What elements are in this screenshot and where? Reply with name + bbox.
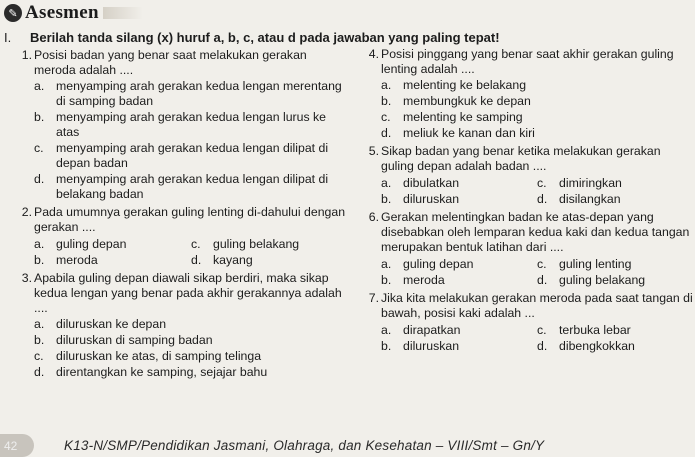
option-letter: d.	[381, 126, 392, 140]
option-c[interactable]	[191, 237, 348, 252]
option-text: menyamping arah gerakan kedua lengan dilipat di depan badan	[56, 141, 329, 170]
option-a[interactable]	[381, 257, 537, 272]
question-number: 2.	[21, 205, 32, 219]
option-text: dibulatkan	[403, 176, 460, 190]
section-title: Asesmen	[25, 2, 99, 23]
option-a[interactable]	[34, 317, 348, 332]
option-letter: c.	[381, 110, 391, 124]
option-letter: d.	[191, 253, 202, 267]
option-d[interactable]	[191, 253, 348, 268]
option-text: meroda	[56, 253, 98, 267]
option-text: diluruskan ke depan	[56, 317, 167, 331]
option-d[interactable]	[34, 365, 348, 380]
option-c[interactable]	[537, 257, 693, 272]
option-letter: c.	[537, 323, 547, 337]
question-7	[355, 291, 693, 354]
option-text: dimiringkan	[559, 176, 622, 190]
option-letter: d.	[537, 273, 548, 287]
option-d[interactable]	[381, 126, 693, 141]
option-b[interactable]	[381, 339, 537, 354]
option-a[interactable]	[34, 79, 348, 109]
option-b[interactable]	[34, 333, 348, 348]
option-c[interactable]	[34, 141, 348, 171]
instruction	[4, 30, 500, 45]
page-footer	[0, 434, 695, 457]
question-number: 3.	[21, 271, 32, 285]
option-letter: b.	[381, 273, 392, 287]
question-number: 7.	[368, 291, 379, 305]
option-letter: d.	[537, 339, 548, 353]
question-text: Sikap badan yang benar ketika melakukan gerakan guling depan adalah badan ....	[381, 144, 661, 173]
page-number: 42	[0, 434, 34, 457]
question-1	[8, 48, 348, 202]
option-letter: b.	[34, 253, 45, 267]
option-text: guling belakang	[559, 273, 646, 287]
option-text: diluruskan	[403, 339, 460, 353]
option-letter: c.	[537, 257, 547, 271]
option-b[interactable]	[381, 94, 693, 109]
option-text: menyamping arah gerakan kedua lengan merentang di samping badan	[56, 79, 342, 108]
option-text: menyamping arah gerakan kedua lengan dilipat di belakang badan	[56, 172, 329, 201]
footer-text: K13-N/SMP/Pendidikan Jasmani, Olahraga, dan Kesehatan – VIII/Smt – Gn/Y	[64, 438, 545, 453]
section-header	[4, 2, 143, 24]
option-letter: a.	[381, 176, 392, 190]
option-text: meroda	[403, 273, 445, 287]
option-text: diluruskan di samping badan	[56, 333, 213, 347]
option-c[interactable]	[537, 176, 693, 191]
option-letter: b.	[34, 333, 45, 347]
option-b[interactable]	[34, 253, 191, 268]
question-text: Pada umumnya gerakan guling lenting di-dahului dengan gerakan ....	[34, 205, 346, 234]
instruction-text: Berilah tanda silang (x) huruf a, b, c, atau d pada jawaban yang paling tepat!	[30, 30, 500, 45]
option-text: membungkuk ke depan	[403, 94, 531, 108]
question-number: 4.	[368, 47, 379, 61]
option-text: menyamping arah gerakan kedua lengan lurus ke atas	[56, 110, 327, 139]
question-number: 6.	[368, 210, 379, 224]
option-letter: d.	[34, 172, 45, 186]
question-4	[355, 47, 693, 141]
option-text: diluruskan	[403, 192, 460, 206]
option-c[interactable]	[34, 349, 348, 364]
right-column	[355, 47, 693, 357]
option-text: guling depan	[56, 237, 127, 251]
question-text: Posisi pinggang yang benar saat akhir gerakan guling lenting adalah ....	[381, 47, 674, 76]
option-text: direntangkan ke samping, sejajar bahu	[56, 365, 268, 379]
option-letter: a.	[381, 78, 392, 92]
option-letter: c.	[34, 141, 44, 155]
option-d[interactable]	[34, 172, 348, 202]
option-d[interactable]	[537, 273, 693, 288]
option-letter: b.	[34, 110, 45, 124]
option-b[interactable]	[34, 110, 348, 140]
option-letter: a.	[34, 79, 45, 93]
question-text: Jika kita melakukan gerakan meroda pada saat tangan di bawah, posisi kaki adalah ...	[381, 291, 693, 320]
option-a[interactable]	[381, 78, 693, 93]
option-a[interactable]	[381, 176, 537, 191]
option-b[interactable]	[381, 192, 537, 207]
question-text: Apabila guling depan diawali sikap berdiri, maka sikap kedua lengan yang benar pada akhir gerakannya adalah ....	[34, 271, 342, 315]
option-text: diluruskan ke atas, di samping telinga	[56, 349, 262, 363]
option-letter: b.	[381, 192, 392, 206]
option-text: melenting ke belakang	[403, 78, 527, 92]
instruction-number: I.	[4, 30, 12, 45]
option-letter: d.	[34, 365, 45, 379]
option-letter: d.	[537, 192, 548, 206]
title-decoration	[103, 7, 143, 19]
question-5	[355, 144, 693, 207]
option-text: disilangkan	[559, 192, 621, 206]
option-letter: c.	[34, 349, 44, 363]
option-text: melenting ke samping	[403, 110, 523, 124]
question-number: 5.	[368, 144, 379, 158]
option-text: guling belakang	[213, 237, 300, 251]
option-letter: c.	[191, 237, 201, 251]
option-letter: a.	[34, 237, 45, 251]
question-6	[355, 210, 693, 288]
option-c[interactable]	[537, 323, 693, 338]
option-letter: a.	[381, 323, 392, 337]
option-text: dibengkokkan	[559, 339, 635, 353]
option-c[interactable]	[381, 110, 693, 125]
option-text: kayang	[213, 253, 253, 267]
option-letter: c.	[537, 176, 547, 190]
option-d[interactable]	[537, 192, 693, 207]
option-text: dirapatkan	[403, 323, 461, 337]
option-text: meliuk ke kanan dan kiri	[403, 126, 535, 140]
option-letter: b.	[381, 94, 392, 108]
question-3	[8, 271, 348, 380]
question-2	[8, 205, 348, 268]
option-a[interactable]	[381, 323, 537, 338]
left-column	[8, 48, 348, 383]
option-letter: a.	[381, 257, 392, 271]
option-d[interactable]	[537, 339, 693, 354]
option-a[interactable]	[34, 237, 191, 252]
question-text: Gerakan melentingkan badan ke atas-depan yang disebabkan oleh lemparan kedua kaki dan kedua tangan merupakan bentuk latihan dari ....	[381, 210, 690, 254]
option-b[interactable]	[381, 273, 537, 288]
question-number: 1.	[21, 48, 32, 62]
option-text: guling depan	[403, 257, 474, 271]
question-text: Posisi badan yang benar saat melakukan gerakan meroda adalah ....	[34, 48, 307, 77]
option-letter: b.	[381, 339, 392, 353]
option-text: terbuka lebar	[559, 323, 631, 337]
option-letter: a.	[34, 317, 45, 331]
pencil-badge-icon: ✎	[4, 4, 22, 22]
option-text: guling lenting	[559, 257, 632, 271]
